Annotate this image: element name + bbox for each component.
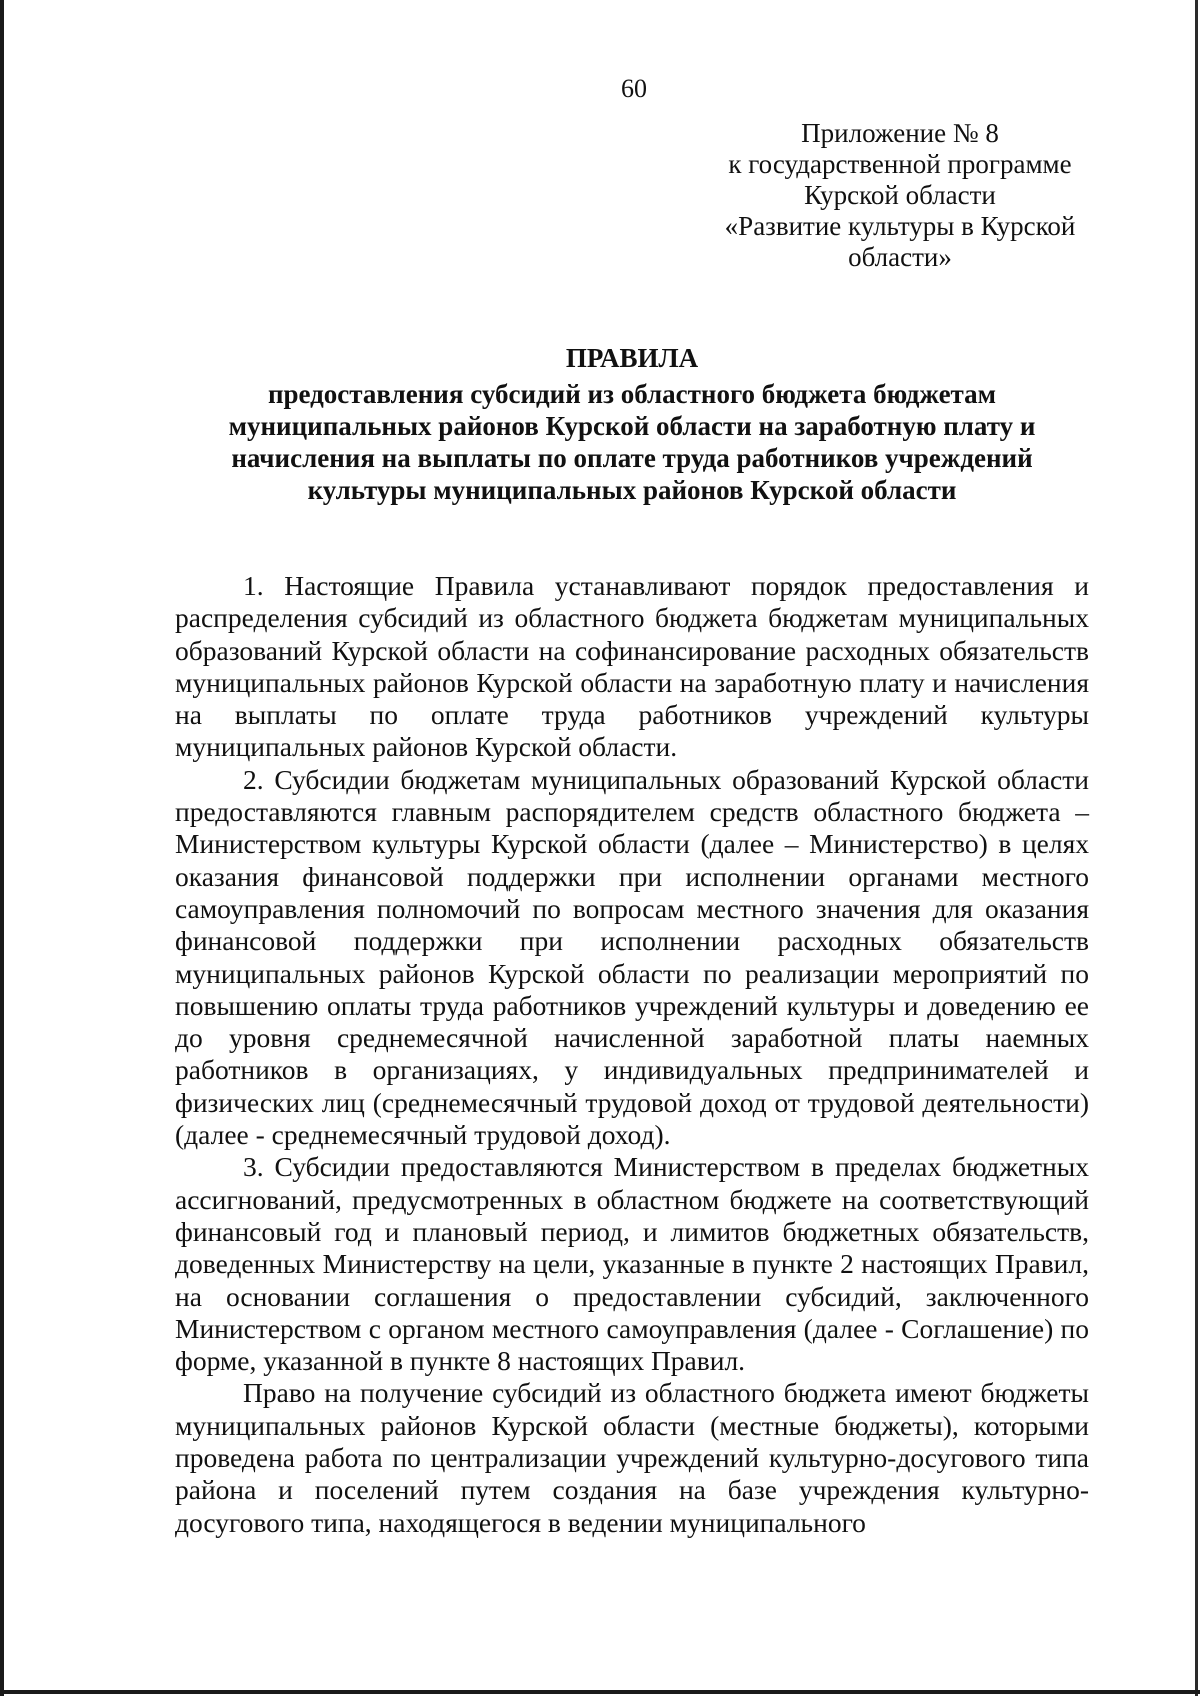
- paragraph-1: 1. Настоящие Правила устанавливают порядок предоставления и распределения субсидий из областного бюджета бюджетам муниципальных образований Курской области на софинансирование расходных обязательств муниципальных районов Курской области на заработную плату и начисления на выплаты по оплате труда работников учреждений культуры муниципальных районов Курской области.: [175, 570, 1089, 763]
- paragraph-4: Право на получение субсидий из областного бюджета имеют бюджеты муниципальных районов Курской области (местные бюджеты), которыми проведена работа по централизации учреждений культурно-досугового типа района и поселений путем создания на базе учреждения культурно-досугового типа, находящегося в ведении муниципального: [175, 1377, 1089, 1538]
- subtitle-line: начисления на выплаты по оплате труда работников учреждений: [231, 443, 1033, 473]
- document-subtitle: [160, 378, 1104, 506]
- scan-edge-bottom: [0, 1690, 1200, 1694]
- subtitle-line: муниципальных районов Курской области на заработную плату и: [228, 411, 1036, 441]
- appendix-line: области»: [848, 242, 952, 272]
- subtitle-line: культуры муниципальных районов Курской области: [307, 475, 957, 505]
- appendix-line: к государственной программе: [728, 149, 1072, 179]
- appendix-line: «Развитие культуры в Курской: [724, 211, 1076, 241]
- page-number: 60: [621, 74, 647, 103]
- paragraph-2: 2. Субсидии бюджетам муниципальных образований Курской области предоставляются главным распорядителем средств областного бюджета – Министерством культуры Курской области (далее – Министерство) в целях оказания финансовой поддержки при исполнении органами местного самоуправления полномочий по вопросам местного значения для оказания финансовой поддержки при исполнении расходных обязательств муниципальных районов Курской области по реализации мероприятий по повышению оплаты труда работников учреждений культуры и доведению ее до уровня среднемесячной начисленной заработной платы наемных работников в организациях, у индивидуальных предпринимателей и физических лиц (среднемесячный трудовой доход от трудовой деятельности) (далее - среднемесячный трудовой доход).: [175, 763, 1089, 1151]
- paragraph-3: 3. Субсидии предоставляются Министерством в пределах бюджетных ассигнований, предусмотренных в областном бюджете на соответствующий финансовый год и плановый период, и лимитов бюджетных обязательств, доведенных Министерству на цели, указанные в пункте 2 настоящих Правил, на основании соглашения о предоставлении субсидий, заключенного Министерством с органом местного самоуправления (далее - Соглашение) по форме, указанной в пункте 8 настоящих Правил.: [175, 1151, 1089, 1377]
- appendix-header: [700, 118, 1100, 273]
- scan-edge-right: [1195, 0, 1198, 1696]
- appendix-line: Приложение № 8: [801, 118, 999, 148]
- scan-edge-left: [0, 0, 4, 1696]
- appendix-line: Курской области: [804, 180, 996, 210]
- document-title: ПРАВИЛА: [565, 343, 699, 373]
- document-body: [175, 570, 1089, 1539]
- subtitle-line: предоставления субсидий из областного бюджета бюджетам: [267, 379, 997, 409]
